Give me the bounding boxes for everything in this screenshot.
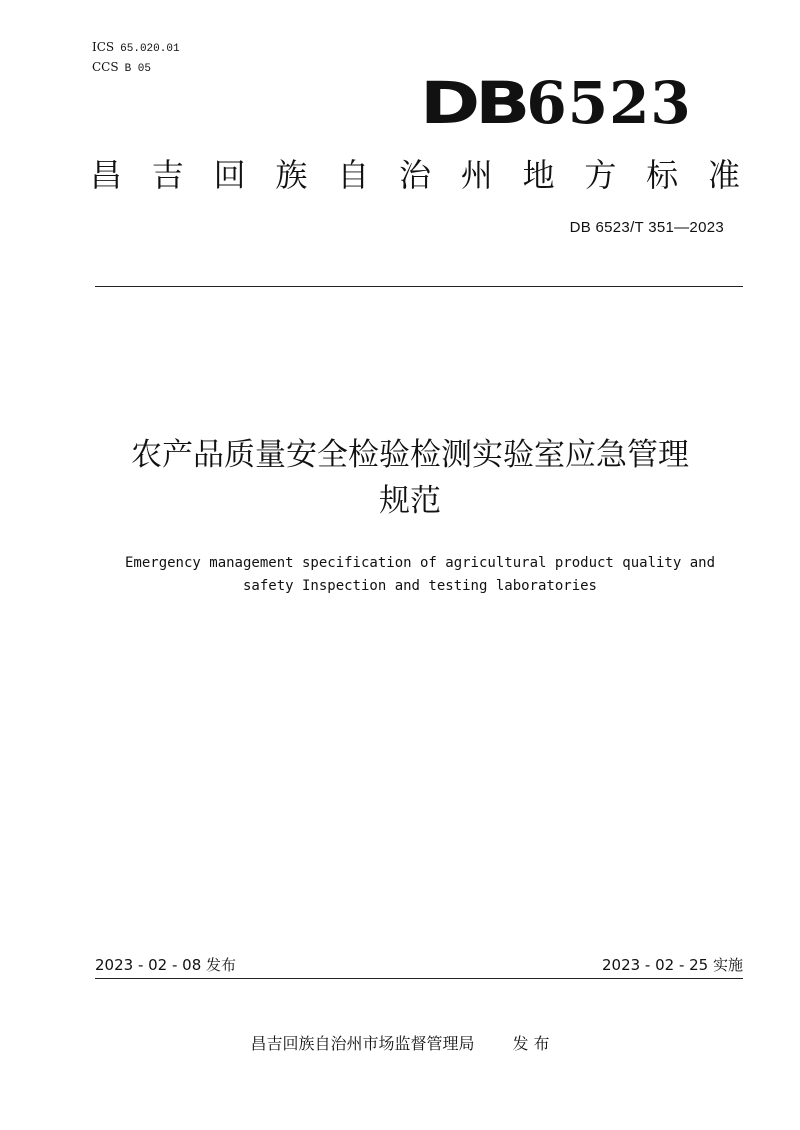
english-title-line-2: safety Inspection and testing laboratories bbox=[242, 578, 597, 594]
english-title-line-1: Emergency management specification of agricultural product quality and bbox=[124, 555, 715, 571]
publisher-action: 发 布 bbox=[512, 1034, 550, 1053]
ics-code: 65.020.01 bbox=[120, 43, 180, 55]
document-title bbox=[80, 432, 740, 524]
publisher-line bbox=[0, 1033, 800, 1055]
ccs-line bbox=[92, 60, 151, 76]
title-line-2: 规范 bbox=[379, 483, 441, 519]
ccs-label: CCS bbox=[92, 60, 119, 74]
category-char: 准 bbox=[707, 156, 740, 194]
ccs-code: B 05 bbox=[124, 63, 151, 75]
db-logo-number: 6523 bbox=[526, 69, 692, 137]
english-title bbox=[70, 552, 770, 598]
db-logo bbox=[420, 69, 692, 137]
category-char: 族 bbox=[275, 156, 308, 194]
category-char: 方 bbox=[584, 156, 617, 194]
category-char: 吉 bbox=[151, 156, 184, 194]
ics-line bbox=[92, 40, 180, 56]
standard-number: DB 6523/T 351—2023 bbox=[569, 219, 724, 236]
header-divider bbox=[95, 286, 743, 287]
category-char: 州 bbox=[460, 156, 493, 194]
category-char: 治 bbox=[398, 156, 431, 194]
ics-label: ICS bbox=[92, 40, 115, 54]
issue-date: 2023 - 02 - 08 发布 bbox=[95, 956, 237, 974]
db-logo-letters: DB bbox=[420, 69, 526, 137]
footer-divider bbox=[95, 978, 743, 979]
standard-category bbox=[90, 150, 740, 200]
title-line-1: 农产品质量安全检验检测实验室应急管理 bbox=[131, 437, 689, 473]
publisher-org: 昌吉回族自治州市场监督管理局 bbox=[250, 1034, 475, 1053]
implementation-date: 2023 - 02 - 25 实施 bbox=[601, 956, 743, 974]
category-char: 回 bbox=[213, 156, 246, 194]
category-char: 昌 bbox=[90, 156, 123, 194]
category-char: 地 bbox=[522, 156, 555, 194]
category-char: 标 bbox=[646, 156, 679, 194]
category-char: 自 bbox=[337, 156, 370, 194]
